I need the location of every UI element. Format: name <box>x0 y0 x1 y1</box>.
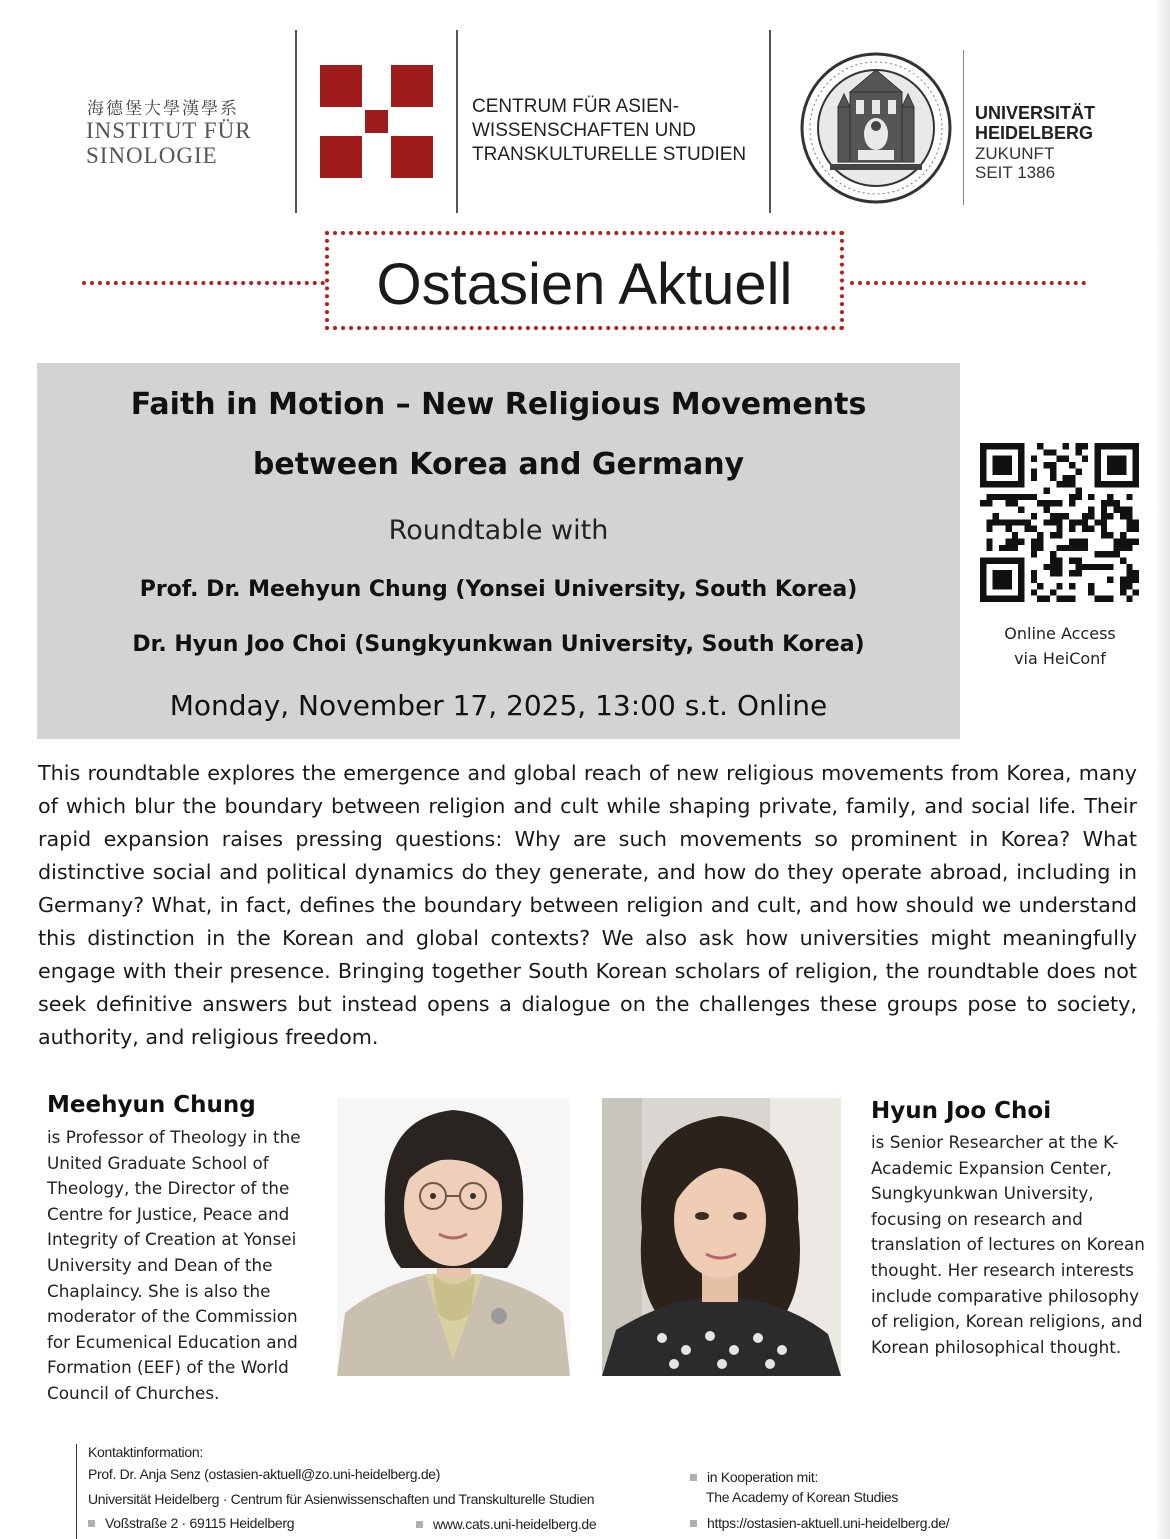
portrait-choi-image <box>602 1098 841 1376</box>
speaker-1: Prof. Dr. Meehyun Chung (Yonsei University, South Korea) <box>139 577 858 602</box>
header-divider <box>456 30 458 213</box>
cats-name-line2: WISSENSCHAFTEN UND <box>472 120 696 141</box>
footer-website[interactable] <box>416 1516 596 1532</box>
footer-contact-person[interactable]: Prof. Dr. Anja Senz (ostasien-aktuell@zo.uni-heidelberg.de) <box>88 1466 441 1482</box>
footer-divider <box>76 1444 77 1539</box>
cats-name <box>472 95 746 167</box>
header-divider <box>769 30 771 213</box>
university-motto-line2: SEIT 1386 <box>975 163 1056 182</box>
series-title: Ostasien Aktuell <box>376 252 793 317</box>
footer-contact-label: Kontaktinformation: <box>88 1444 203 1460</box>
header-divider <box>963 50 964 205</box>
cats-logo-icon <box>320 65 433 178</box>
university-name-line2: HEIDELBERG <box>975 123 1094 143</box>
institute-name-line2: SINOLOGIE <box>86 143 218 168</box>
event-title-line1: Faith in Motion – New Religious Movements <box>130 387 867 422</box>
roundtable-label: Roundtable with <box>388 515 609 546</box>
portrait-meehyun-chung <box>337 1098 570 1376</box>
banner-dotted-line-right <box>850 281 1086 285</box>
bio-text-chung: is Professor of Theology in the United Graduate School of Theology, the Director of the Centre for Justice, Peace and Integrity of Creation at Yonsei University and Dean of the Chaplaincy. She is also the moderator of the Commission for Ecumenical Education and Formation (EEF) of the World Council of Churches. <box>47 1127 301 1403</box>
bio-name-chung: Meehyun Chung <box>47 1092 256 1118</box>
bullet-square-icon <box>416 1521 423 1528</box>
bullet-square-icon <box>88 1520 95 1527</box>
bullet-square-icon <box>690 1520 697 1527</box>
university-name <box>975 103 1095 143</box>
qr-caption <box>965 621 1155 671</box>
bullet-square-icon <box>690 1474 697 1481</box>
series-banner <box>325 231 844 330</box>
portrait-hyun-joo-choi <box>602 1098 841 1376</box>
event-title-box <box>37 363 960 739</box>
qr-caption-line2: via HeiConf <box>1014 649 1106 668</box>
footer-address <box>88 1515 294 1531</box>
footer-series-url-link[interactable]: https://ostasien-aktuell.uni-heidelberg.de/ <box>707 1515 950 1531</box>
institute-name-line1: INSTITUT FÜR <box>86 118 252 143</box>
qr-code-icon[interactable] <box>980 443 1139 602</box>
footer-cooperation-label <box>690 1469 818 1485</box>
bio-text-choi: is Senior Researcher at the K-Academic Expansion Center, Sungkyunkwan University, focusing on research and translation of lectures on Korean thought. Her research interests include comparative philosophy of religion, Korean religions, and Korean philosophical thought. <box>871 1132 1145 1357</box>
event-description: This roundtable explores the emergence and global reach of new religious movements from Korea, many of which blur the boundary between religion and cult while shaping private, family, and social life. Their rapid expansion raises pressing questions: Why are such movements so prominent in Korea? What distinctive social and political dynamics do they generate, and how do they operate abroad, including in Germany? What, in fact, defines the boundary between religion and cult, and how should we understand this distinction in the Korean and global contexts? We also ask how universities might meaningfully engage with their presence. Bringing together South Korean scholars of religion, the roundtable does not seek definitive answers but instead opens a dialogue on the challenges these groups pose to society, authority, and religious freedom. <box>38 761 1137 1049</box>
university-motto <box>975 144 1055 182</box>
bio-name-choi: Hyun Joo Choi <box>871 1098 1052 1124</box>
footer-series-url[interactable] <box>690 1515 949 1531</box>
speaker-2: Dr. Hyun Joo Choi (Sungkyunkwan University, South Korea) <box>132 632 865 657</box>
footer-institution: Universität Heidelberg · Centrum für Asienwissenschaften und Transkulturelle Studien <box>88 1491 595 1507</box>
header-divider <box>295 30 297 213</box>
university-seal-icon <box>800 52 952 204</box>
university-motto-line1: ZUKUNFT <box>975 144 1055 163</box>
university-name-line1: UNIVERSITÄT <box>975 103 1096 123</box>
footer-cooperation-label-text: in Kooperation mit: <box>707 1469 819 1485</box>
footer-cooperation-partner: The Academy of Korean Studies <box>706 1489 899 1505</box>
cats-name-line3: TRANSKULTURELLE STUDIEN <box>472 144 747 165</box>
portrait-chung-image <box>337 1098 570 1376</box>
event-datetime: Monday, November 17, 2025, 13:00 s.t. Online <box>169 689 828 722</box>
page-edge-shadow <box>1156 0 1170 1539</box>
cats-name-line1: CENTRUM FÜR ASIEN- <box>472 96 679 117</box>
footer-website-link[interactable]: www.cats.uni-heidelberg.de <box>433 1516 597 1532</box>
qr-caption-line1: Online Access <box>1004 624 1116 643</box>
institute-name <box>86 118 252 168</box>
institute-cjk-name: 海德堡大學漢學系 <box>87 99 239 119</box>
banner-dotted-line-left <box>82 281 325 285</box>
footer-address-text: Voßstraße 2 · 69115 Heidelberg <box>105 1515 295 1531</box>
event-title-line2: between Korea and Germany <box>252 447 745 482</box>
